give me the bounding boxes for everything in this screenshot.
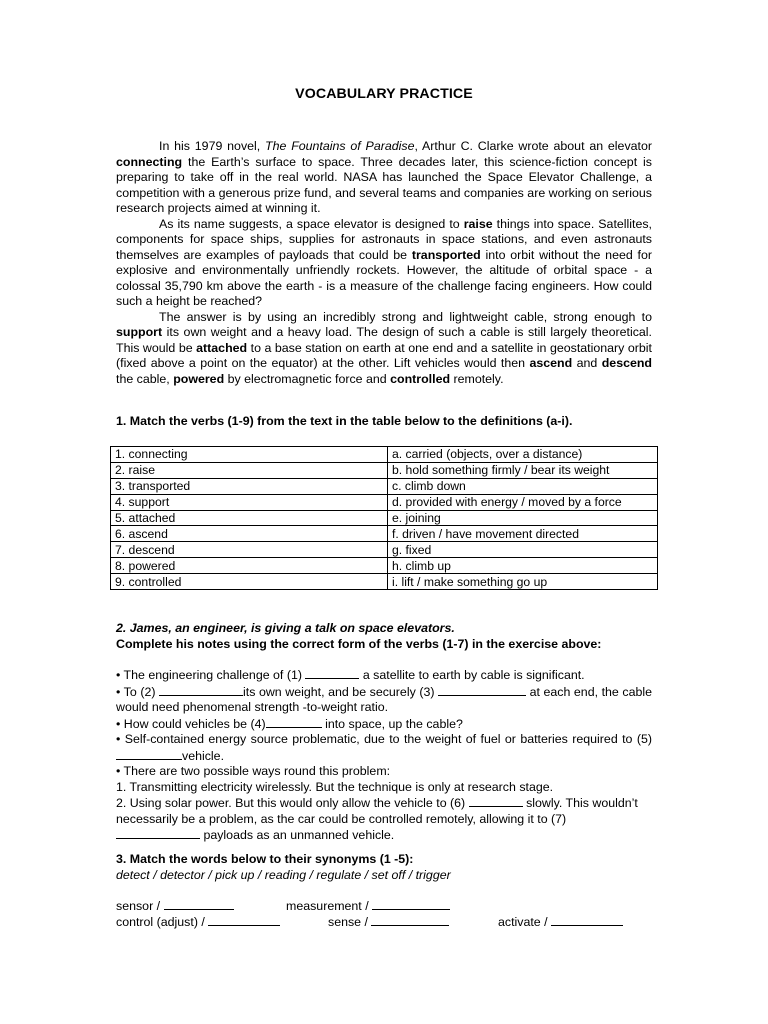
table-row xyxy=(111,478,658,494)
synonym-label: activate / xyxy=(498,915,548,929)
definition-cell: b. hold something firmly / bear its weight xyxy=(388,462,658,478)
definition-cell: f. driven / have movement directed xyxy=(388,526,658,542)
text: and xyxy=(572,356,602,370)
answer-blank-2[interactable] xyxy=(159,684,243,696)
note-5: • There are two possible ways round this problem: xyxy=(116,764,391,778)
answer-blank-6[interactable] xyxy=(469,795,523,807)
synonym-item-control xyxy=(116,914,280,929)
synonym-item-sense xyxy=(328,914,449,929)
exercise-3 xyxy=(116,852,652,883)
keyword: powered xyxy=(173,371,225,386)
synonym-item-sensor xyxy=(116,898,234,913)
definition-cell: a. carried (objects, over a distance) xyxy=(388,447,658,463)
answer-blank-7[interactable] xyxy=(116,827,200,839)
text: the Earth’s surface to space. Three decades later, this science-fiction concept is preparing to take off in the real world. NASA has launched the Space Elevator Challenge, a competition with a generous prize fund, and several teams and companies are working on serious research projects aimed at winning it. xyxy=(116,154,652,215)
text: remotely. xyxy=(450,371,504,386)
keyword: controlled xyxy=(390,371,451,386)
table-row xyxy=(111,542,658,558)
engineer-notes xyxy=(116,667,652,844)
keyword: raise xyxy=(463,216,493,231)
text: payloads as an unmanned vehicle. xyxy=(200,828,395,842)
synonym-label: control (adjust) / xyxy=(116,915,205,929)
text: In his 1979 novel, xyxy=(159,139,266,153)
text: slowly. This wouldn’t necessarily be a problem, as the car could be controlled remotely, allowing it to (7) xyxy=(116,796,638,826)
synonym-label: measurement / xyxy=(286,899,369,913)
text: As its name suggests, a space elevator is designed to xyxy=(159,216,464,231)
synonym-label: sensor / xyxy=(116,899,161,913)
keyword: connecting xyxy=(116,154,183,169)
book-title: The Fountains of Paradise xyxy=(265,139,415,153)
word-bank: detect / detector / pick up / reading / regulate / set off / trigger xyxy=(116,867,451,882)
table-row xyxy=(111,462,658,478)
exercise-2-heading xyxy=(116,621,652,652)
table-row xyxy=(111,526,658,542)
text: to a base station on earth at one end and a satellite in geostationary orbit (fixed above a point on the equator) at the other. Lift vehicles would then xyxy=(116,340,652,370)
exercise-2-instruction: Complete his notes using the correct form of the verbs (1-7) in the exercise above: xyxy=(116,636,602,651)
exercise-3-heading: 3. Match the words below to their synonyms (1 -5): xyxy=(116,852,414,866)
text: its own weight and a heavy load. The design of such a cable is still largely theoretical. This would be xyxy=(116,325,652,355)
verb-cell: 7. descend xyxy=(111,542,388,558)
exercise-1-heading: 1. Match the verbs (1-9) from the text in the table below to the definitions (a-i). xyxy=(116,414,573,428)
text: a satellite to earth by cable is significant. xyxy=(359,668,585,682)
note-6: 1. Transmitting electricity wirelessly. But the technique is only at research stage. xyxy=(116,779,554,794)
definition-cell: d. provided with energy / moved by a force xyxy=(388,494,658,510)
answer-blank-5[interactable] xyxy=(116,748,182,760)
table-row xyxy=(111,574,658,590)
definition-cell: g. fixed xyxy=(388,542,658,558)
text: • To (2) xyxy=(116,684,160,699)
text: The answer is by using an incredibly strong and lightweight cable, strong enough to xyxy=(159,309,652,324)
synonym-blank[interactable] xyxy=(371,914,449,926)
text: into space, up the cable? xyxy=(321,716,463,731)
text: • How could vehicles be (4) xyxy=(116,716,266,731)
verb-cell: 6. ascend xyxy=(111,526,388,542)
reading-passage xyxy=(116,139,652,387)
verb-cell: 4. support xyxy=(111,494,388,510)
text: 2. Using solar power. But this would only allow the vehicle to (6) xyxy=(116,796,469,810)
text: into orbit without the need for explosive and environmentally unfriendly rockets. However, the altitude of orbital space - a colossal 35,790 km above the earth - is a measure of the challenge facing engineers. How could such a height be reached? xyxy=(116,247,652,308)
table-row xyxy=(111,494,658,510)
note-2 xyxy=(116,684,652,716)
text: the cable, xyxy=(116,371,174,386)
note-7 xyxy=(116,795,652,844)
note-4 xyxy=(116,732,652,764)
keyword: descend xyxy=(601,356,653,370)
text: • Self-contained energy source problematic, due to the weight of fuel or batteries required to (5) xyxy=(116,732,652,746)
verb-cell: 9. controlled xyxy=(111,574,388,590)
paragraph-2 xyxy=(116,217,652,310)
text: at each end, the cable would need phenomenal strength -to-weight ratio. xyxy=(116,684,652,714)
synonym-blank[interactable] xyxy=(164,898,234,910)
exercise-2-title xyxy=(116,621,652,637)
paragraph-3 xyxy=(116,310,652,388)
table-row xyxy=(111,447,658,463)
synonym-blank[interactable] xyxy=(372,898,450,910)
definition-cell: i. lift / make something go up xyxy=(388,574,658,590)
verb-cell: 5. attached xyxy=(111,510,388,526)
definition-cell: c. climb down xyxy=(388,478,658,494)
exercise-2-title-italic: 2. James, an engineer, is giving a talk on space elevators. xyxy=(116,621,455,635)
verb-cell: 8. powered xyxy=(111,558,388,574)
text: vehicle. xyxy=(182,748,225,763)
verb-cell: 1. connecting xyxy=(111,447,388,463)
paragraph-1 xyxy=(116,139,652,217)
synonym-blank[interactable] xyxy=(208,914,280,926)
text: things into space. Satellites, components for space ships, supplies for astronauts in space stations, and even astronauts themselves are examples of payloads that could be xyxy=(116,216,653,262)
keyword: attached xyxy=(196,340,248,355)
verb-cell: 2. raise xyxy=(111,462,388,478)
verb-cell: 3. transported xyxy=(111,478,388,494)
text: • The engineering challenge of (1) xyxy=(116,668,306,682)
page-title: VOCABULARY PRACTICE xyxy=(295,86,473,102)
synonym-item-activate xyxy=(498,914,623,929)
synonym-label: sense / xyxy=(328,915,368,929)
keyword: transported xyxy=(411,247,481,262)
note-1 xyxy=(116,667,652,684)
answer-blank-1[interactable] xyxy=(305,667,359,679)
matching-table xyxy=(110,446,658,590)
keyword: support xyxy=(116,325,163,339)
definition-cell: h. climb up xyxy=(388,558,658,574)
synonym-blank[interactable] xyxy=(551,914,623,926)
definition-cell: e. joining xyxy=(388,510,658,526)
table-row xyxy=(111,558,658,574)
text: its own weight, and be securely (3) xyxy=(243,684,439,699)
answer-blank-3[interactable] xyxy=(438,684,526,696)
note-3 xyxy=(116,716,652,733)
answer-blank-4[interactable] xyxy=(266,716,322,728)
text: by electromagnetic force and xyxy=(224,371,391,386)
synonym-item-measurement xyxy=(286,898,450,913)
keyword: ascend xyxy=(529,356,573,370)
table-row xyxy=(111,510,658,526)
text: , Arthur C. Clarke wrote about an elevator xyxy=(414,139,652,153)
